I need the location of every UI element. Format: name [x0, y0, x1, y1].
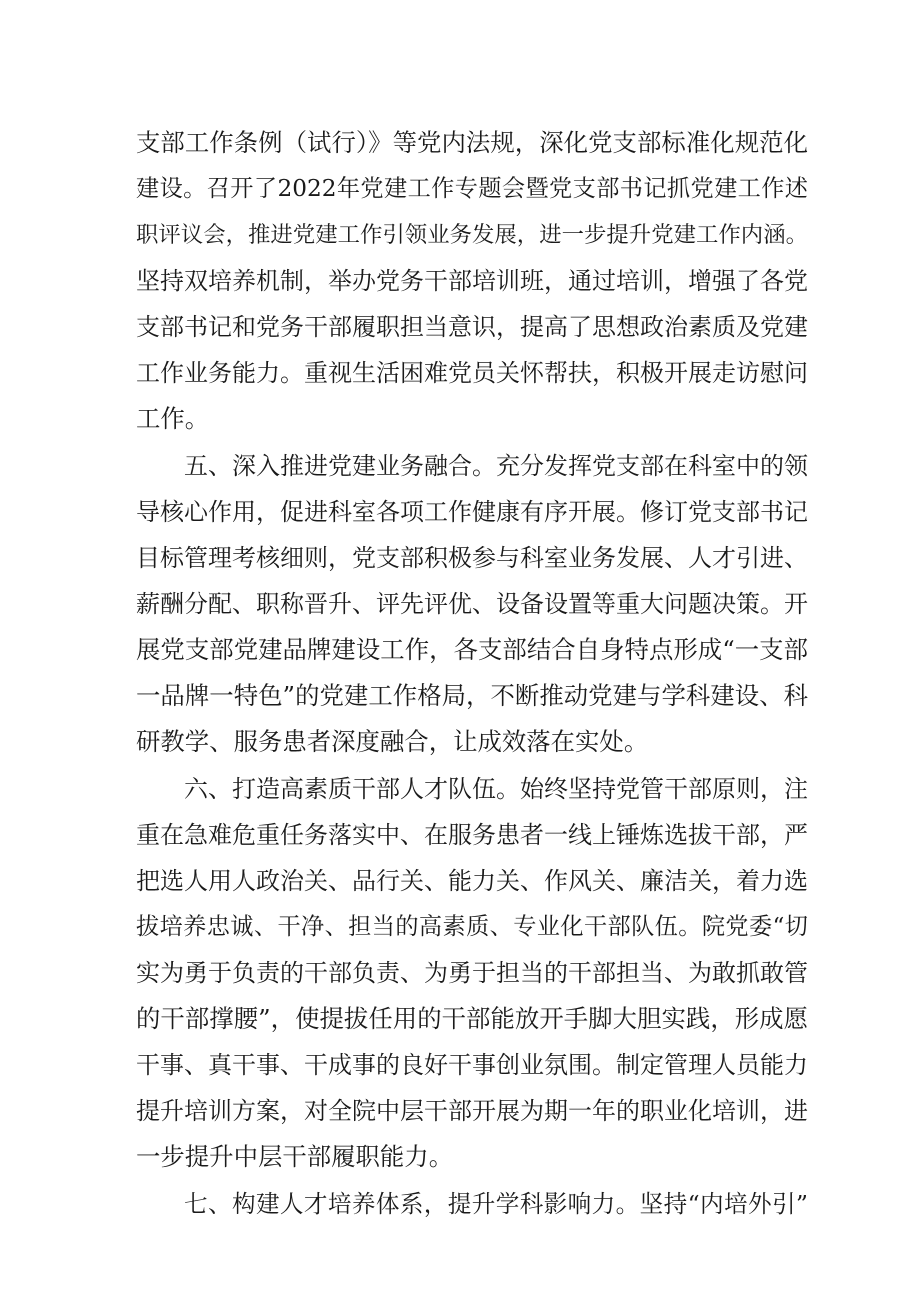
text-line: 一步提升中层干部履职能力。 — [136, 1142, 454, 1171]
text-line: 拔培养忠诚、干净、担当的高素质、专业化干部队伍。院党委“切 — [136, 913, 808, 940]
text-line: 实为勇于负责的干部负责、为勇于担当的干部担当、为敢抓敢管 — [136, 959, 808, 987]
text-line: 一品牌一特色”的党建工作格局，不断推动党建与学科建设、科 — [136, 681, 808, 710]
text-line: 建设。召开了2022年党建工作专题会暨党支部书记抓党建工作述 — [136, 175, 808, 202]
paragraph-heading-line: 七、构建人才培养体系，提升学科影响力。坚持“内培外引” — [184, 1190, 808, 1218]
text-line: 支部书记和党务干部履职担当意识，提高了思想政治素质及党建 — [136, 313, 808, 341]
text-line: 研教学、服务患者深度融合，让成效落在实处。 — [136, 727, 649, 756]
text-line: 职评议会，推进党建工作引领业务发展，进一步提升党建工作内涵。 — [136, 222, 808, 248]
text-line: 的干部撑腰”，使提拔任用的干部能放开手脚大胆实践，形成愿 — [136, 1004, 808, 1033]
text-line: 展党支部党建品牌建设工作，各支部结合自身特点形成“一支部 — [136, 635, 808, 664]
text-line: 薪酬分配、职称晋升、评先评优、设备设置等重大问题决策。开 — [136, 590, 808, 618]
text-line: 干事、真干事、干成事的良好干事创业氛围。制定管理人员能力 — [136, 1051, 808, 1079]
text-line: 把选人用人政治关、品行关、能力关、作风关、廉洁关，着力选 — [136, 867, 808, 895]
text-line: 工作业务能力。重视生活困难党员关怀帮扶，积极开展走访慰问 — [136, 359, 808, 387]
text-line: 坚持双培养机制，举办党务干部培训班，通过培训，增强了各党 — [136, 267, 808, 295]
text-line: 导核心作用，促进科室各项工作健康有序开展。修订党支部书记 — [136, 498, 808, 526]
text-line: 工作。 — [136, 404, 210, 433]
text-line: 支部工作条例（试行）》等党内法规，深化党支部标准化规范化 — [136, 128, 808, 157]
text-line: 目标管理考核细则，党支部积极参与科室业务发展、人才引进、 — [136, 544, 808, 572]
paragraph-heading-line: 六、打造高素质干部人才队伍。始终坚持党管干部原则，注 — [184, 775, 808, 803]
text-line: 重在急难危重任务落实中、在服务患者一线上锤炼选拔干部，严 — [136, 821, 808, 849]
paragraph-heading-line: 五、深入推进党建业务融合。充分发挥党支部在科室中的领 — [184, 452, 808, 480]
text-line: 提升培训方案，对全院中层干部开展为期一年的职业化培训，进 — [136, 1097, 808, 1125]
